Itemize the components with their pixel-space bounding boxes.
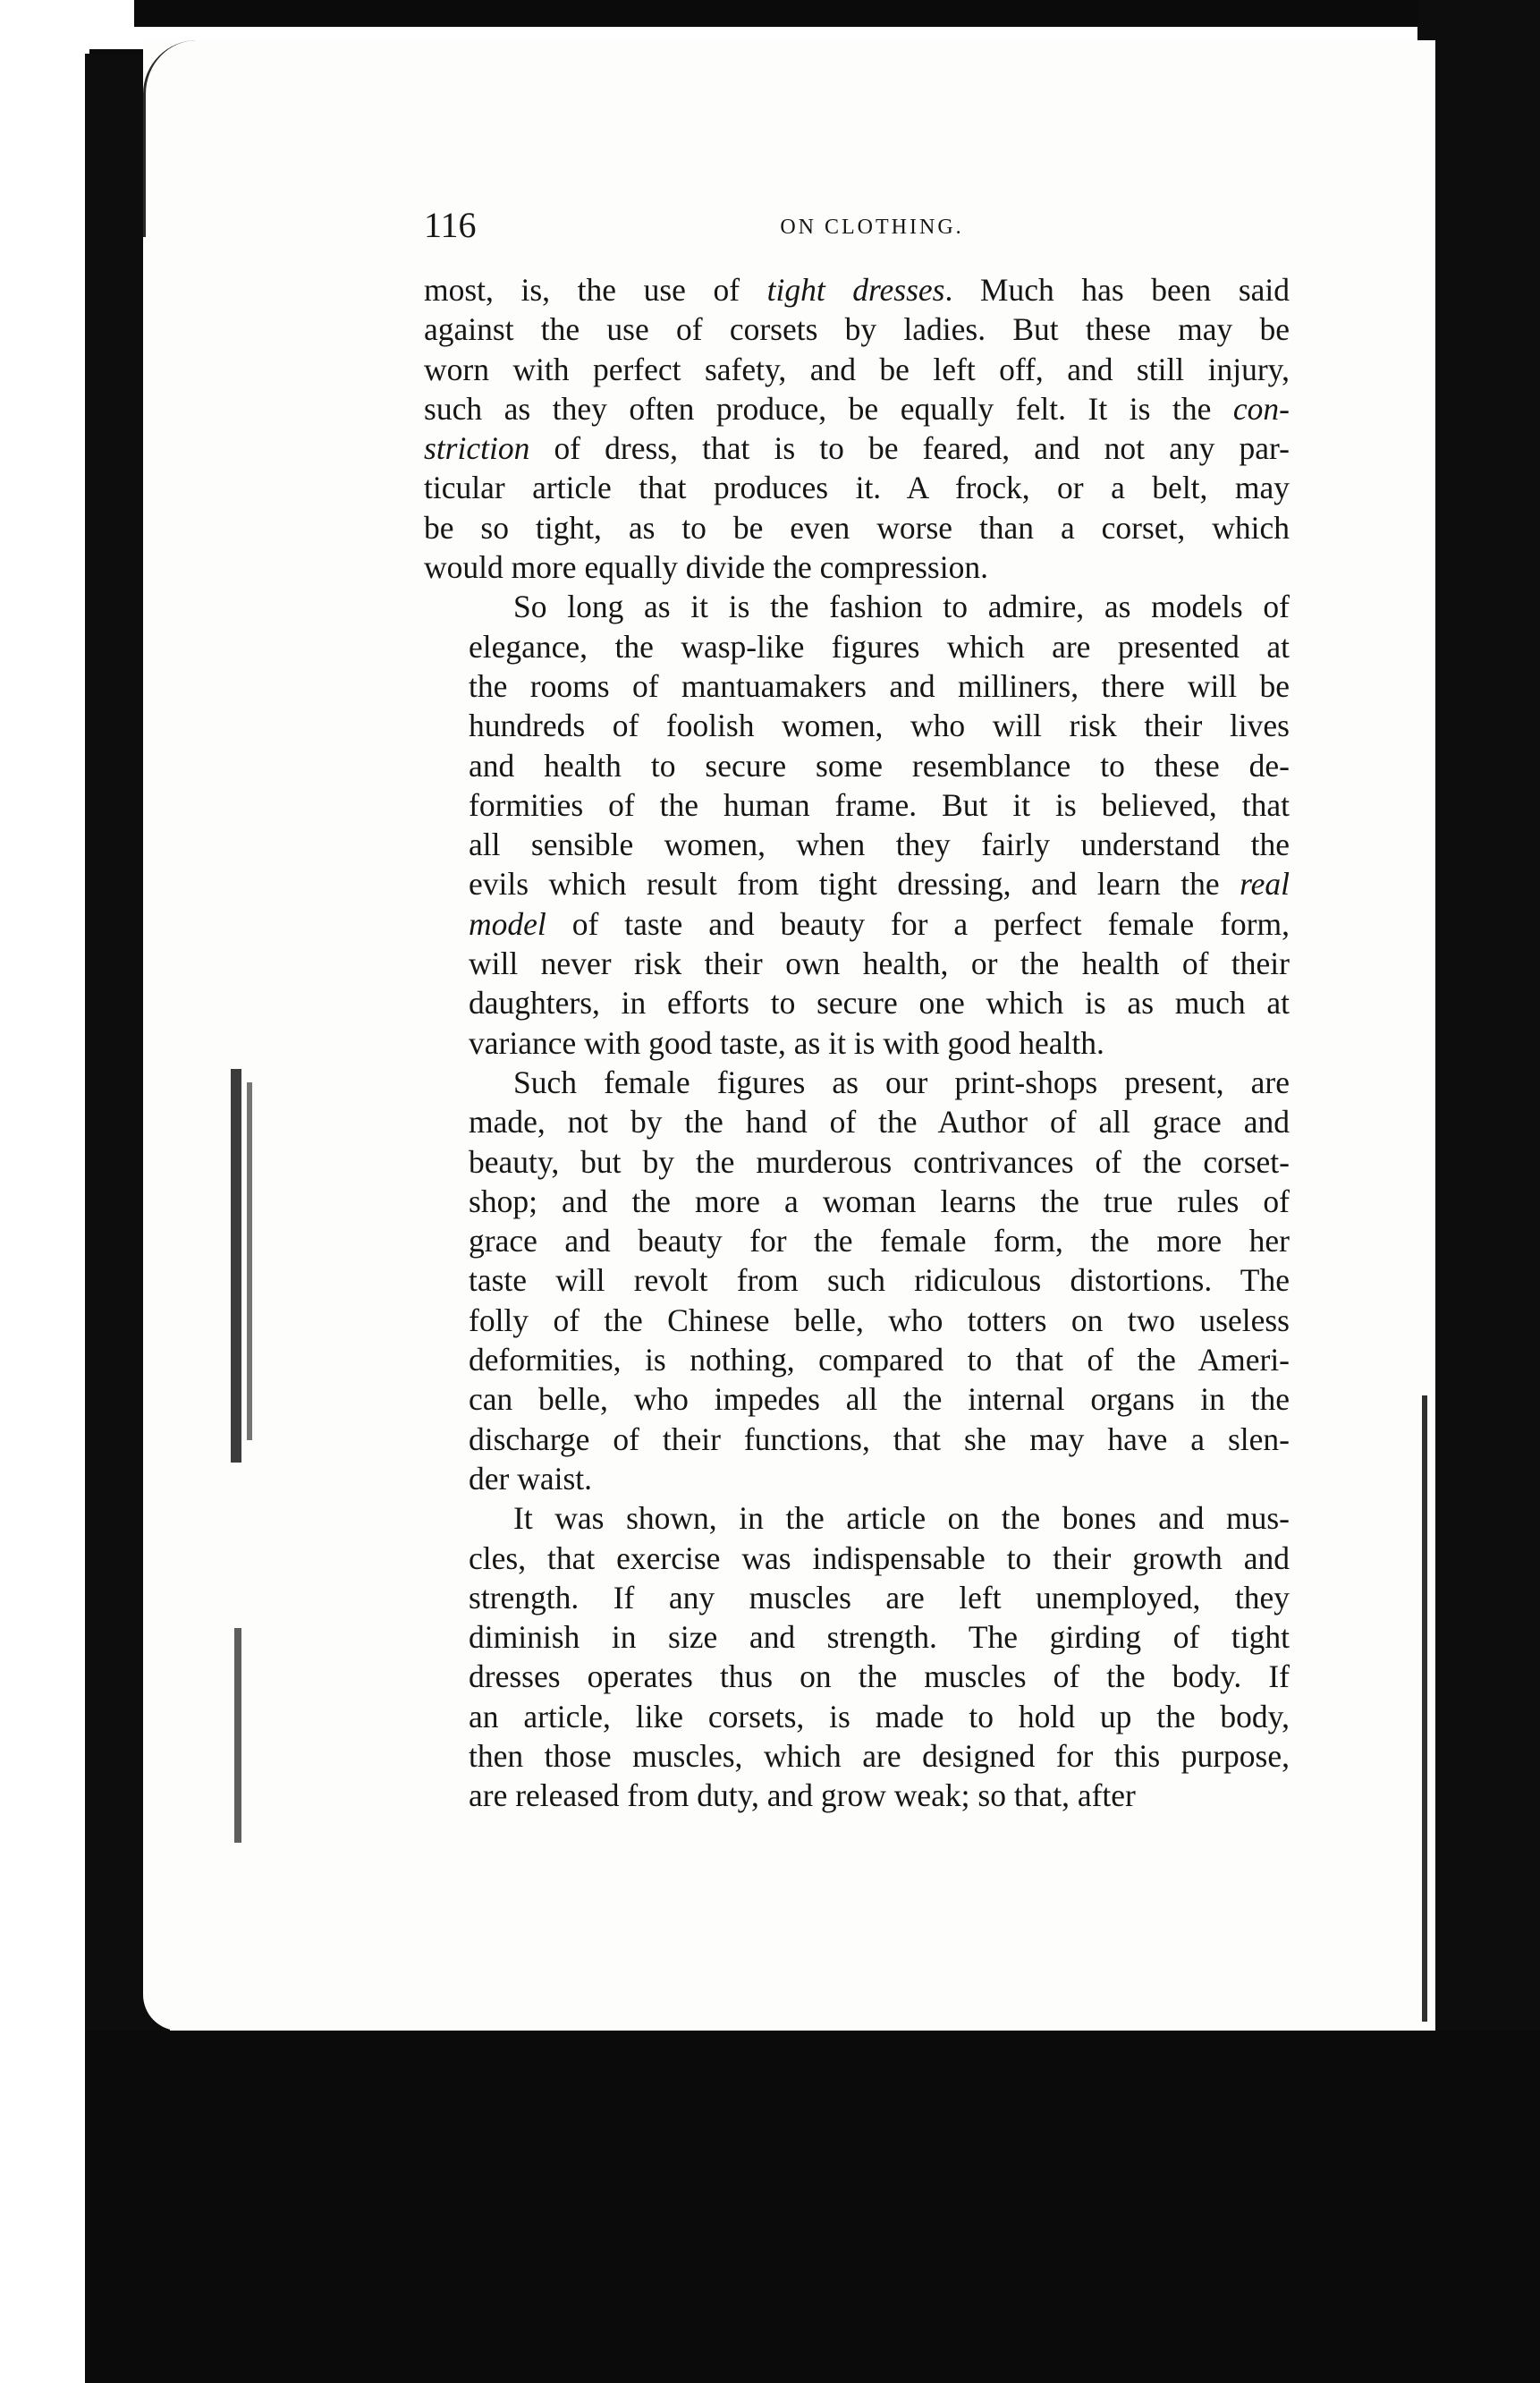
italic-text: striction	[424, 430, 530, 467]
body-text	[424, 270, 1290, 1816]
binding-mark	[1422, 1395, 1427, 2022]
text-line	[424, 1617, 1290, 1657]
text-line	[424, 1102, 1290, 1141]
text-line	[424, 1221, 1290, 1260]
text-line	[424, 1539, 1290, 1578]
binding-mark	[234, 1628, 241, 1843]
text-line	[424, 508, 1290, 547]
italic-text: real	[1240, 866, 1290, 903]
text-run: can belle, who impedes all the internal organs in the	[469, 1381, 1290, 1418]
text-run: So long as it is the fashion to admire, as models of	[513, 589, 1290, 625]
text-line	[424, 1657, 1290, 1696]
paragraph	[424, 270, 1290, 587]
text-line	[424, 1182, 1290, 1221]
text-run: daughters, in efforts to secure one which is as much at	[469, 985, 1290, 1022]
binding-mark	[247, 1082, 252, 1440]
text-line	[424, 864, 1290, 903]
text-line	[424, 1697, 1290, 1736]
text-line	[424, 389, 1290, 428]
running-head: ON CLOTHING.	[780, 216, 964, 239]
text-run: diminish in size and strength. The girding of tight	[469, 1619, 1290, 1656]
text-run: . Much has been said	[944, 272, 1290, 308]
text-line	[424, 1260, 1290, 1300]
text-run: folly of the Chinese belle, who totters on two useless	[469, 1302, 1290, 1338]
text-line	[424, 1459, 1290, 1498]
text-run: all sensible women, when they fairly understand the	[469, 827, 1290, 863]
text-line	[424, 1301, 1290, 1340]
text-run: hundreds of foolish women, who will risk their lives	[469, 708, 1290, 744]
text-run: der waist.	[469, 1460, 593, 1497]
text-line	[424, 1142, 1290, 1182]
text-run: the rooms of mantuamakers and milliners, there will be	[469, 667, 1290, 704]
text-line	[424, 825, 1290, 864]
text-run: made, not by the hand of the Author of all grace and	[469, 1104, 1290, 1141]
paragraph	[424, 1063, 1290, 1498]
text-line	[424, 983, 1290, 1022]
text-run: dresses operates thus on the muscles of the body. If	[469, 1658, 1290, 1695]
text-run: will never risk their own health, or the health of their	[469, 946, 1290, 982]
paragraph	[424, 587, 1290, 1063]
text-run: deformities, is nothing, compared to that of the Ameri-	[469, 1342, 1290, 1378]
italic-text: tight dresses	[766, 272, 945, 308]
text-run: shop; and the more a woman learns the true rules of	[469, 1183, 1290, 1219]
paragraph	[424, 1498, 1290, 1815]
text-run: strength. If any muscles are left unemployed, they	[469, 1579, 1290, 1616]
text-run: variance with good taste, as it is with good health.	[469, 1024, 1104, 1061]
text-line	[424, 1578, 1290, 1617]
text-line	[424, 350, 1290, 389]
text-line	[424, 627, 1290, 666]
text-run: grace and beauty for the female form, the more her	[469, 1223, 1290, 1259]
binding-mark	[231, 1069, 241, 1463]
page-curl-shadow	[143, 40, 199, 237]
text-run: most, is, the use of	[424, 272, 767, 308]
text-run: discharge of their functions, that she may have a slen-	[469, 1420, 1290, 1457]
text-line	[424, 666, 1290, 706]
page-header	[424, 199, 1320, 252]
text-run: elegance, the wasp-like figures which are presented at	[469, 628, 1290, 665]
text-run: cles, that exercise was indispensable to their growth and	[469, 1539, 1290, 1576]
text-line	[424, 1736, 1290, 1776]
text-line	[424, 587, 1290, 626]
text-run: are released from duty, and grow weak; so that, after	[469, 1777, 1136, 1814]
text-run: be so tight, as to be even worse than a corset, which	[424, 509, 1290, 546]
text-run: then those muscles, which are designed for this purpose,	[469, 1737, 1290, 1774]
text-line	[424, 1498, 1290, 1538]
text-run: of dress, that is to be feared, and not any par-	[529, 430, 1290, 467]
text-run: of taste and beauty for a perfect female form,	[546, 905, 1290, 942]
text-run: beauty, but by the murderous contrivances of the corset-	[469, 1143, 1290, 1180]
text-run: It was shown, in the article on the bones and mus-	[513, 1500, 1290, 1537]
text-line	[424, 785, 1290, 825]
text-line	[424, 1023, 1290, 1063]
text-line	[424, 310, 1290, 349]
italic-text: con-	[1232, 390, 1290, 427]
text-line	[424, 547, 1290, 587]
text-line	[424, 944, 1290, 983]
text-run: ticular article that produces it. A frock, or a belt, may	[424, 470, 1290, 506]
text-line	[424, 1420, 1290, 1459]
text-run: taste will revolt from such ridiculous distortions. The	[469, 1262, 1290, 1299]
text-line	[424, 1340, 1290, 1379]
text-run: Such female figures as our print-shops present, are	[513, 1064, 1290, 1100]
text-line	[424, 270, 1290, 310]
page-number: 116	[424, 205, 477, 245]
text-run: and health to secure some resemblance to these de-	[469, 747, 1290, 784]
text-run: such as they often produce, be equally felt. It is the	[424, 390, 1233, 427]
text-run: formities of the human frame. But it is believed, that	[469, 786, 1290, 823]
text-line	[424, 1379, 1290, 1419]
text-run: worn with perfect safety, and be left off, and still injury,	[424, 351, 1290, 387]
scan-border-top	[134, 0, 1431, 27]
text-line	[424, 428, 1290, 468]
scan-border-right	[1417, 0, 1540, 2383]
text-run: against the use of corsets by ladies. But these may be	[424, 311, 1290, 348]
text-line	[424, 904, 1290, 944]
text-line	[424, 746, 1290, 785]
italic-text: model	[469, 905, 546, 942]
text-run: an article, like corsets, is made to hold up the body,	[469, 1698, 1290, 1734]
text-line	[424, 706, 1290, 745]
scan-border-bottom	[85, 2031, 1540, 2383]
text-run: evils which result from tight dressing, and learn the	[469, 866, 1240, 903]
text-run: would more equally divide the compression.	[424, 549, 988, 586]
text-line	[424, 468, 1290, 507]
text-line	[424, 1063, 1290, 1102]
text-line	[424, 1776, 1290, 1815]
